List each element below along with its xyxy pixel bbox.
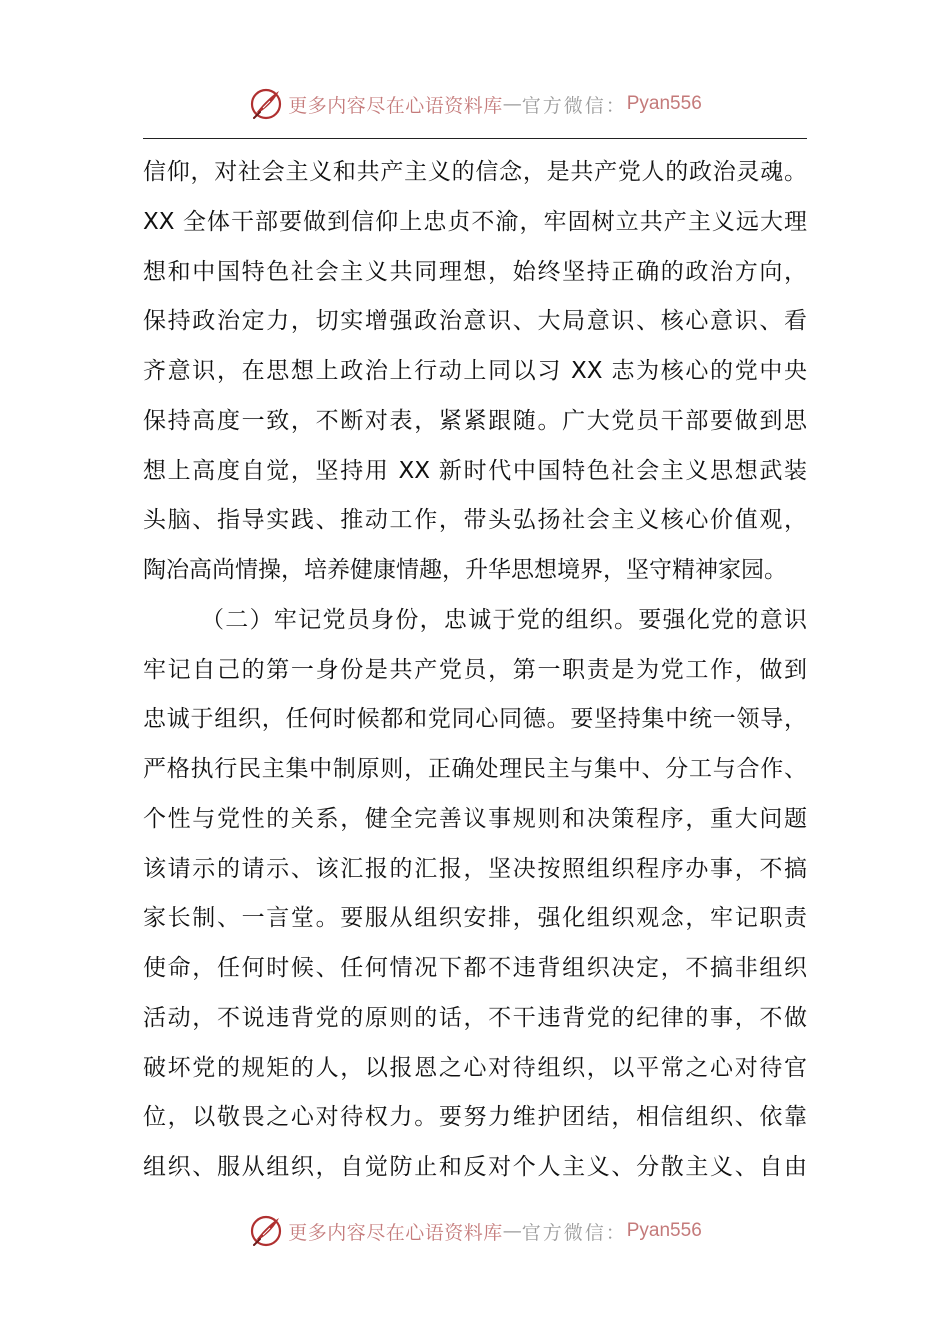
- text-line: 牢记自己的第一身份是共产党员，第一职责是为党工作，做到: [143, 656, 807, 683]
- banner-wechat-id: Pyan556: [626, 93, 702, 114]
- footer-banner: [0, 1211, 950, 1251]
- document-body: [143, 148, 807, 1193]
- text-line: 齐意识，在思想上政治上行动上同以习 XX 志为核心的党中央: [143, 358, 807, 384]
- text-line: 严格执行民主集中制原则，正确处理民主与集中、分工与合作、: [143, 756, 807, 782]
- text-line: 个性与党性的关系，健全完善议事规则和决策程序，重大问题: [143, 805, 807, 832]
- text-line: 家长制、一言堂。要服从组织安排，强化组织观念，牢记职责: [143, 905, 807, 932]
- text-line: 使命，任何时候、任何情况下都不违背组织决定，不搞非组织: [143, 955, 807, 981]
- text-line: 保持高度一致，不断对表，紧紧跟随。广大党员干部要做到思: [143, 407, 807, 434]
- text-line: 想和中国特色社会主义共同理想，始终坚持正确的政治方向，: [143, 258, 807, 285]
- banner-site-text: 更多内容尽在心语资料库: [288, 1221, 503, 1244]
- text-line: 组织、服从组织，自觉防止和反对个人主义、分散主义、自由: [143, 1154, 807, 1180]
- header-banner: [0, 84, 950, 124]
- text-line: 保持政治定力，切实增强政治意识、大局意识、核心意识、看: [143, 308, 807, 335]
- text-line: 位，以敬畏之心对待权力。要努力维护团结，相信组织、依靠: [143, 1104, 807, 1131]
- quill-logo-icon: [248, 86, 284, 122]
- text-line: 头脑、指导实践、推动工作，带头弘扬社会主义核心价值观，: [143, 507, 807, 534]
- banner-site-text: 更多内容尽在心语资料库: [288, 94, 503, 117]
- text-line: 想上高度自觉，坚持用 XX 新时代中国特色社会主义思想武装: [143, 457, 807, 484]
- text-line: 活动，不说违背党的原则的话，不干违背党的纪律的事，不做: [143, 1004, 807, 1031]
- text-line: 该请示的请示、该汇报的汇报，坚决按照组织程序办事，不搞: [143, 855, 807, 882]
- text-line: 忠诚于组织，任何时候都和党同心同德。要坚持集中统一领导，: [143, 706, 807, 733]
- banner-separator: —: [502, 93, 522, 115]
- banner-separator: —: [502, 1220, 522, 1242]
- quill-logo-icon: [248, 1213, 284, 1249]
- banner-wechat-label: 官方微信：: [521, 1221, 627, 1244]
- text-line: XX 全体干部要做到信仰上忠贞不渝，牢固树立共产主义远大理: [143, 208, 807, 235]
- text-line: 信仰，对社会主义和共产主义的信念，是共产党人的政治灵魂。: [143, 159, 807, 185]
- banner-wechat-label: 官方微信：: [521, 94, 627, 117]
- header-divider: [143, 138, 807, 139]
- text-line: 陶冶高尚情操，培养健康情趣，升华思想境界，坚守精神家园。: [143, 557, 787, 583]
- section-heading-line: （二）牢记党员身份，忠诚于党的组织。要强化党的意识: [201, 606, 807, 633]
- banner-wechat-id: Pyan556: [626, 1220, 702, 1241]
- text-line: 破坏党的规矩的人，以报恩之心对待组织，以平常之心对待官: [143, 1054, 807, 1081]
